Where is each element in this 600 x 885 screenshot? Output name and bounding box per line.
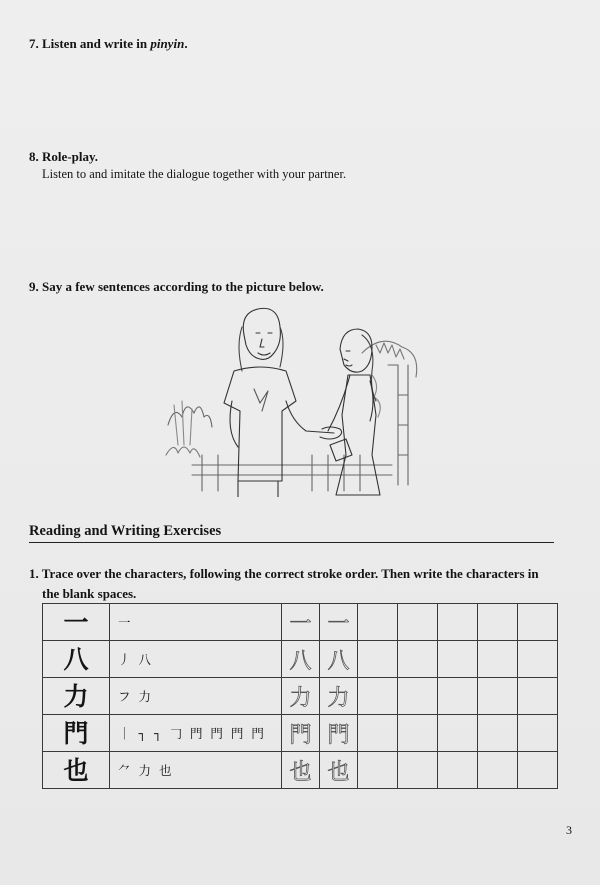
- stroke-order-grid: [42, 603, 558, 789]
- blank-writing-cell[interactable]: [478, 678, 518, 715]
- blank-writing-cell[interactable]: [398, 604, 438, 641]
- blank-writing-cell[interactable]: [518, 715, 558, 752]
- exercise-9-title: [29, 279, 324, 295]
- trace-character-cell[interactable]: 力: [282, 678, 320, 715]
- blank-writing-cell[interactable]: [438, 752, 478, 789]
- blank-writing-cell[interactable]: [358, 752, 398, 789]
- trace-character-cell[interactable]: 也: [282, 752, 320, 789]
- blank-writing-cell[interactable]: [478, 604, 518, 641]
- blank-writing-cell[interactable]: [518, 752, 558, 789]
- exercise-9-title-text: Say a few sentences according to the picture below.: [42, 279, 324, 294]
- page-number: 3: [566, 823, 572, 837]
- handshake-illustration: [162, 305, 424, 497]
- rw-exercise-1-line2: the blank spaces.: [42, 586, 137, 601]
- exercise-9-number: 9.: [29, 279, 39, 294]
- reading-writing-heading: Reading and Writing Exercises: [29, 523, 554, 543]
- blank-writing-cell[interactable]: [358, 715, 398, 752]
- blank-writing-cell[interactable]: [518, 604, 558, 641]
- model-character: 一: [43, 604, 110, 641]
- exercise-8-instruction: Listen to and imitate the dialogue together with your partner.: [42, 167, 347, 181]
- exercise-8-title-text: Role-play.: [42, 149, 98, 164]
- blank-writing-cell[interactable]: [358, 604, 398, 641]
- blank-writing-cell[interactable]: [478, 752, 518, 789]
- blank-writing-cell[interactable]: [518, 678, 558, 715]
- rw-exercise-1-number: 1.: [29, 566, 39, 581]
- blank-writing-cell[interactable]: [398, 752, 438, 789]
- trace-character-cell[interactable]: 八: [320, 641, 358, 678]
- model-character: 也: [43, 752, 110, 789]
- blank-writing-cell[interactable]: [438, 715, 478, 752]
- blank-writing-cell[interactable]: [358, 641, 398, 678]
- rw-exercise-1-line1: [29, 566, 539, 582]
- exercise-7-number: 7.: [29, 36, 39, 51]
- exercise-7-title-suffix: .: [184, 36, 188, 51]
- exercise-8-number: 8.: [29, 149, 39, 164]
- stroke-order-sequence: ｜ ┐ ┐ 𠃌 門 門 門 門: [110, 715, 282, 752]
- exercise-8-title: [29, 149, 98, 165]
- stroke-order-sequence: 丿 八: [110, 641, 282, 678]
- stroke-order-sequence: ⺈ 力 也: [110, 752, 282, 789]
- blank-writing-cell[interactable]: [518, 641, 558, 678]
- trace-character-cell[interactable]: 力: [320, 678, 358, 715]
- grid-row: [43, 678, 558, 715]
- grid-row: [43, 604, 558, 641]
- model-character: 八: [43, 641, 110, 678]
- blank-writing-cell[interactable]: [478, 641, 518, 678]
- model-character: 力: [43, 678, 110, 715]
- blank-writing-cell[interactable]: [438, 641, 478, 678]
- exercise-7-title-text: Listen and write in: [42, 36, 148, 51]
- blank-writing-cell[interactable]: [438, 604, 478, 641]
- blank-writing-cell[interactable]: [398, 641, 438, 678]
- trace-character-cell[interactable]: 一: [320, 604, 358, 641]
- trace-character-cell[interactable]: 門: [320, 715, 358, 752]
- exercise-7-title: [29, 36, 188, 52]
- grid-row: [43, 752, 558, 789]
- model-character: 門: [43, 715, 110, 752]
- trace-character-cell[interactable]: 一: [282, 604, 320, 641]
- trace-character-cell[interactable]: 八: [282, 641, 320, 678]
- trace-character-cell[interactable]: 也: [320, 752, 358, 789]
- grid-row: [43, 715, 558, 752]
- blank-writing-cell[interactable]: [438, 678, 478, 715]
- stroke-order-sequence: 一: [110, 604, 282, 641]
- trace-character-cell[interactable]: 門: [282, 715, 320, 752]
- blank-writing-cell[interactable]: [398, 715, 438, 752]
- exercise-7-title-italic: pinyin: [150, 36, 185, 51]
- rw-exercise-1-instruction-1: Trace over the characters, following the correct stroke order. Then write the characters in: [41, 566, 539, 581]
- stroke-order-sequence: フ 力: [110, 678, 282, 715]
- grid-row: [43, 641, 558, 678]
- blank-writing-cell[interactable]: [358, 678, 398, 715]
- blank-writing-cell[interactable]: [478, 715, 518, 752]
- blank-writing-cell[interactable]: [398, 678, 438, 715]
